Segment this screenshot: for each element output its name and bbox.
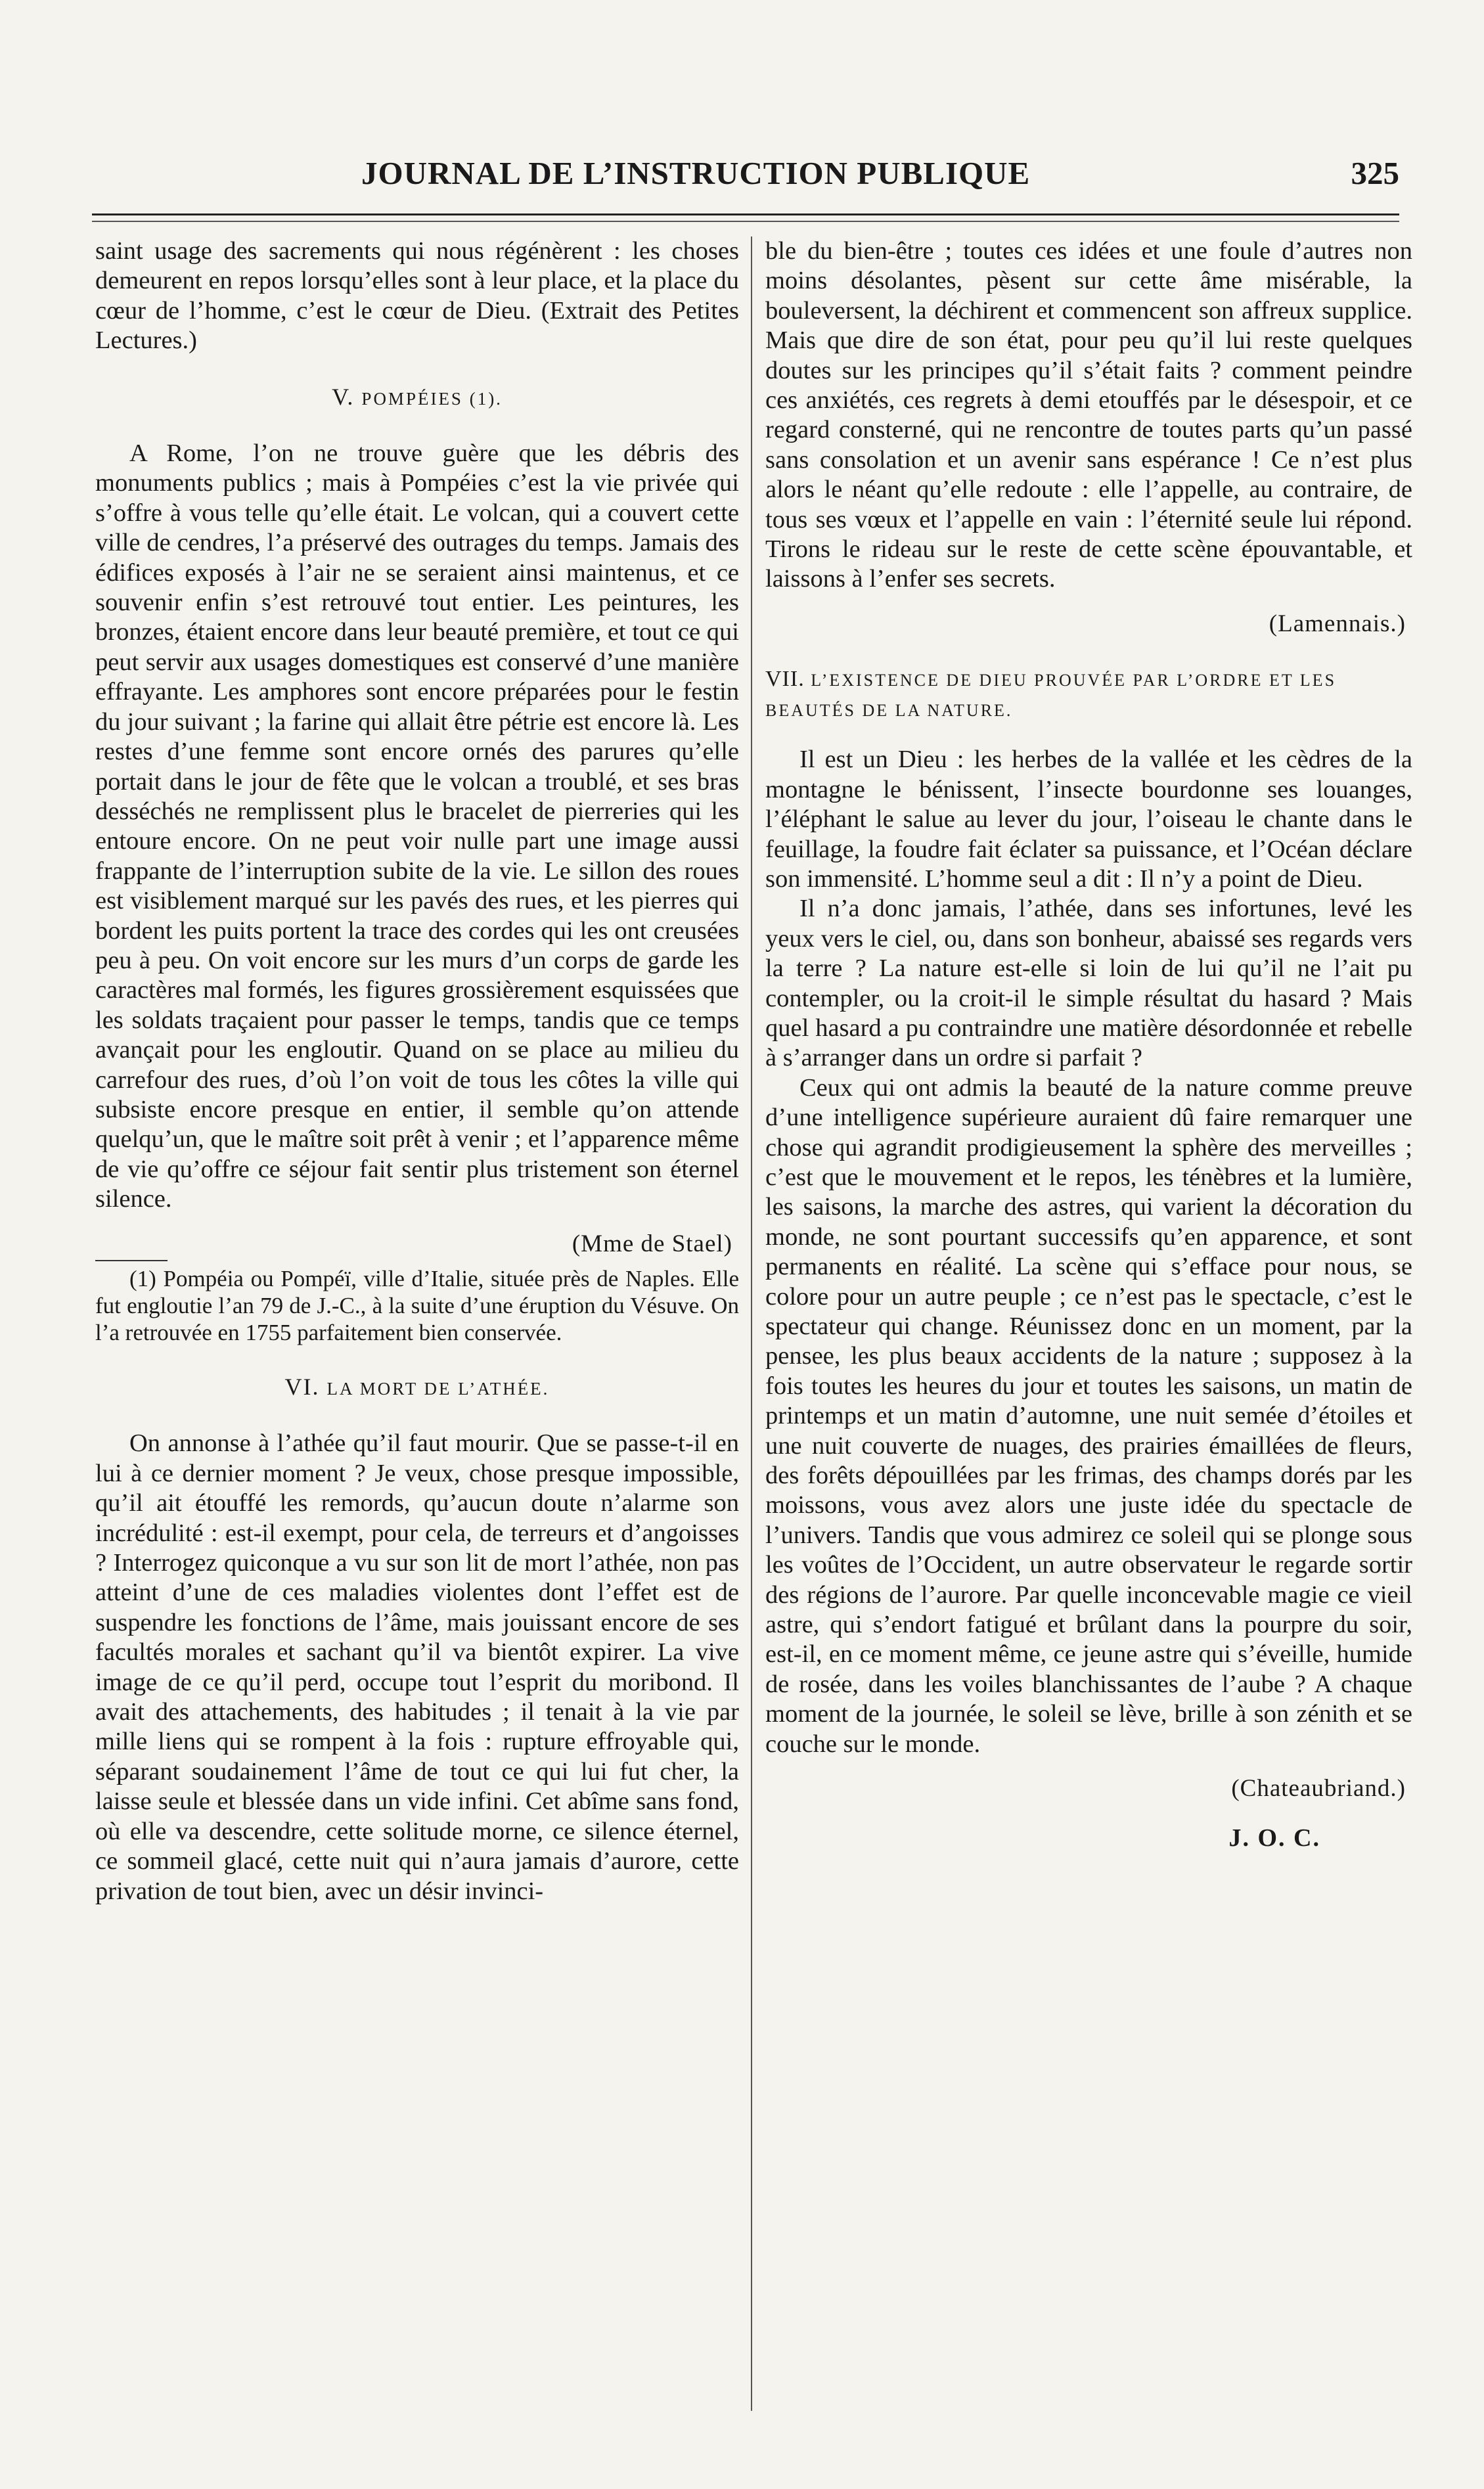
right-column (765, 236, 1412, 1853)
section-vi-title: LA MORT DE L’ATHÉE. (326, 1379, 550, 1399)
section-vi-attribution: (Lamennais.) (1269, 610, 1406, 637)
page-header (92, 154, 1399, 200)
section-v-title: POMPÉIES (1). (361, 388, 503, 409)
section-vii-title: L’EXISTENCE DE DIEU PROUVÉE PAR L’ORDRE ET LES BEAUTÉS DE LA NATURE. (765, 671, 1337, 721)
section-vii-paragraph-2: Il n’a donc jamais, l’athée, dans ses infortunes, levé les yeux vers le ciel, ou, dans son bonheur, abaissé ses regards vers la terre ? La nature est-elle si loin de lui qu’il ne l’ait pu contempler, ou la croit-il le simple résultat du hasard ? Mais quel hasard a pu contraindre une matière désordonnée et rebelle à s’arranger dans un ordre si parfait ? (765, 895, 1412, 1072)
section-v-attribution: (Mme de Stael) (572, 1230, 732, 1257)
page-number: 325 (1351, 155, 1399, 191)
section-vi-text: On annonse à l’athée qu’il faut mourir. Que se passe-t-il en lui à ce dernier moment ? Je veux, chose presque impossible, qu’il ait étouffé les remords, qu’aucun doute n’alarme son incrédulité : est-il exempt, pour cela, de terreurs et d’angoisses ? Interrogez quiconque a vu sur son lit de mort l’athée, non pas atteint d’une de ces maladies violentes dont l’effet est de suspendre les fonctions de l’âme, mais jouissant encore de ses facultés morales et sachant qu’il va bientôt expirer. La vive image de ce qu’il perd, occupe tout l’esprit du moribond. Il avait des attachements, des habitudes ; il tenait à la vie par mille liens qui se rompent à la fois : rupture effroyable qui, séparant soudainement l’âme de tout ce qui lui fut cher, la laisse seule et blessée dans un vide infini. Cet abîme sans fond, où elle va descendre, cette solitude morne, ce silence éternel, ce sommeil glacé, cette nuit qui n’aura jamais d’aurore, cette privation de tout bien, avec un désir invinci- (95, 1429, 739, 1905)
section-vii-paragraph-3: Ceux qui ont admis la beauté de la nature comme preuve d’une intelligence supérieure auraient dû faire remarquer une chose qui agrandit prodigieusement la sphère des merveilles ; c’est que le mouvement et le repos, les ténèbres et la lumière, les saisons, la marche des astres, qui varient la décoration du monde, ne sont pourtant successifs qu’en apparence, et sont permanents en réalité. La scène qui s’efface pour nous, se colore pour un autre peuple ; ce n’est pas le spectacle, c’est le spectateur qui change. Réunissez donc en un moment, par la pensee, les plus beaux accidents de la nature ; supposez à la fois toutes les heures du jour et toutes les saisons, un matin de printemps et un matin d’automne, une nuit semée d’étoiles et une nuit couverte de nuages, des prairies émaillées de fleurs, des forêts dépouillées par les frimas, des champs dorés par les moissons, vous avez alors une juste idée du spectacle de l’univers. Tandis que vous admirez ce soleil qui se plonge sous les voûtes de l’Occident, un autre observateur le regarde sortir des régions de l’aurore. Par quelle inconcevable magie ce vieil astre, qui s’endort fatigué et brûlant dans la pourpre du soir, est-il, en ce moment même, ce jeune astre qui s’éveille, humide de rosée, dans les voiles blanchissantes de l’aube ? A chaque moment de la journée, le soleil se lève, brille à son zénith et se couche sur le monde. (765, 1073, 1412, 1758)
section-vii-number: VII. (765, 667, 805, 692)
section-v-heading (95, 382, 739, 414)
running-title: JOURNAL DE L’INSTRUCTION PUBLIQUE (361, 155, 1031, 191)
footnote: (1) Pompéia ou Pompéï, ville d’Italie, située près de Naples. Elle fut engloutie l’an 79 de J.-C., à la suite d’une éruption du Vésuve. On l’a retrouvée en 1755 parfaitement bien conservée. (95, 1266, 739, 1345)
header-rule (92, 213, 1399, 222)
section-v-text: A Rome, l’on ne trouve guère que les débris des monuments publics ; mais à Pompéies c’est la vie privée qui s’offre à vous telle qu’elle était. Le volcan, qui a couvert cette ville de cendres, l’a préservé des outrages du temps. Jamais des édifices exposés à l’air ne se seraient ainsi maintenus, et ce souvenir enfin s’est retrouvé tout entier. Les peintures, les bronzes, étaient encore dans leur beauté première, et tout ce qui peut servir aux usages domestiques est conservé d’une manière effrayante. Les amphores sont encore préparées pour le festin du jour suivant ; la farine qui allait être pétrie est encore là. Les restes d’une femme sont encore ornés des parures qu’elle portait dans le jour de fête que le volcan a troublé, et ses bras desséchés ne remplissent plus le bracelet de pierreries qui les entoure encore. On ne peut voir nulle part une image aussi frappante de l’interruption subite de la vie. Le sillon des roues est visiblement marqué sur les pavés des rues, et les pierres qui bordent les puits portent la trace des cordes qui les ont creusées peu à peu. On voit encore sur les murs d’un corps de garde les caractères mal formés, les figures grossièrement esquissées que les soldats traçaient pour passer le temps, tandis que ce temps avançait pour les engloutir. Quand on se place au milieu du carrefour des rues, d’où l’on voit de tous les côtes la ville qui subsiste encore presque en entier, il semble qu’on attende quelqu’un, que le maître soit prêt à venir ; et l’apparence même de vie qu’offre ce séjour fait sentir plus tristement son éternel silence. (95, 439, 739, 1213)
section-vii-paragraph-1: Il est un Dieu : les herbes de la vallée et les cèdres de la montagne le bénissent, l’insecte bourdonne ses louanges, l’éléphant le salue au lever du jour, l’oiseau le chante dans le feuillage, la foudre fait éclater sa puissance, et l’Océan déclare son immensité. L’homme seul a dit : Il n’y a point de Dieu. (765, 746, 1412, 893)
footnote-rule (95, 1260, 168, 1261)
section-vi-number: VI. (284, 1374, 320, 1400)
column-divider (751, 236, 752, 2411)
section-vi-continued: ble du bien-être ; toutes ces idées et une foule d’autres non moins désolantes, pèsent sur cette âme misérable, la bouleversent, la déchirent et commencent son affreux supplice. Mais que dire de son état, pour peu qu’il lui reste quelques doutes sur les principes qu’il s’était faits ? comment peindre ces anxiétés, ces regrets à demi etouffés par le désespoir, et ce regard consterné, qui ne rencontre de toutes parts qu’un passé sans consolation et un avenir sans espérance ! Ce n’est plus alors le néant qu’elle redoute : elle l’appelle, au contraire, de tous ses vœux et l’appelle en vain : l’éternité seule lui répond. Tirons le rideau sur le reste de cette scène épouvantable, et laissons à l’enfer ses secrets. (765, 237, 1412, 593)
section-vii-heading (765, 665, 1412, 725)
section-vii-attribution: (Chateaubriand.) (1231, 1775, 1406, 1803)
left-column (95, 236, 739, 1906)
section-vi-heading (95, 1372, 739, 1404)
section-v-number: V. (332, 383, 355, 410)
signature: J. O. C. (1228, 1824, 1320, 1852)
intro-paragraph: saint usage des sacrements qui nous régénèrent : les choses demeurent en repos lorsqu’elles sont à leur place, et la place du cœur de l’homme, c’est le cœur de Dieu. (Extrait des Petites Lectures.) (95, 237, 739, 355)
